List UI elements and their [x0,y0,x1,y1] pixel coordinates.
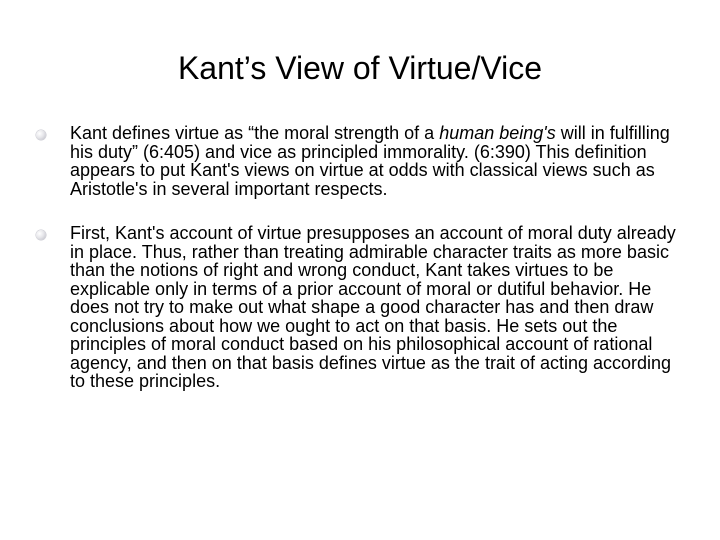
bullet-item [36,124,686,198]
bullet-text-segment: will in fulfilling his duty” (6:405) and vice as principled immorality. (6:390) This definition appears to put Kant's views on virtue at odds with classical views such as Aristotle's in several important respects. [70,123,670,199]
slide-title: Kant’s View of Virtue/Vice [177,50,543,86]
bullet-text [70,124,686,198]
bullet-icon [36,230,46,240]
bullet-text-segment: Kant defines virtue as “the moral strength of a [70,123,440,143]
bullet-icon [36,130,46,140]
bullet-text-emphasis: human being's [439,123,556,143]
bullet-item [36,224,686,391]
bullet-text-segment: First, Kant's account of virtue presupposes an account of moral duty already in place. Thus, rather than treating admirable character traits as more basic than the notions of right and wrong conduct, Kant takes virtues to be explicable only in terms of a prior account of moral or dutiful behavior. He does not try to make out what shape a good character has and then draw conclusions about how we ought to act on that basis. He sets out the principles of moral conduct based on his philosophical account of rational agency, and then on that basis defines virtue as the trait of acting according to these principles. [70,223,676,391]
bullet-text [70,224,686,391]
bullet-list [36,124,686,417]
